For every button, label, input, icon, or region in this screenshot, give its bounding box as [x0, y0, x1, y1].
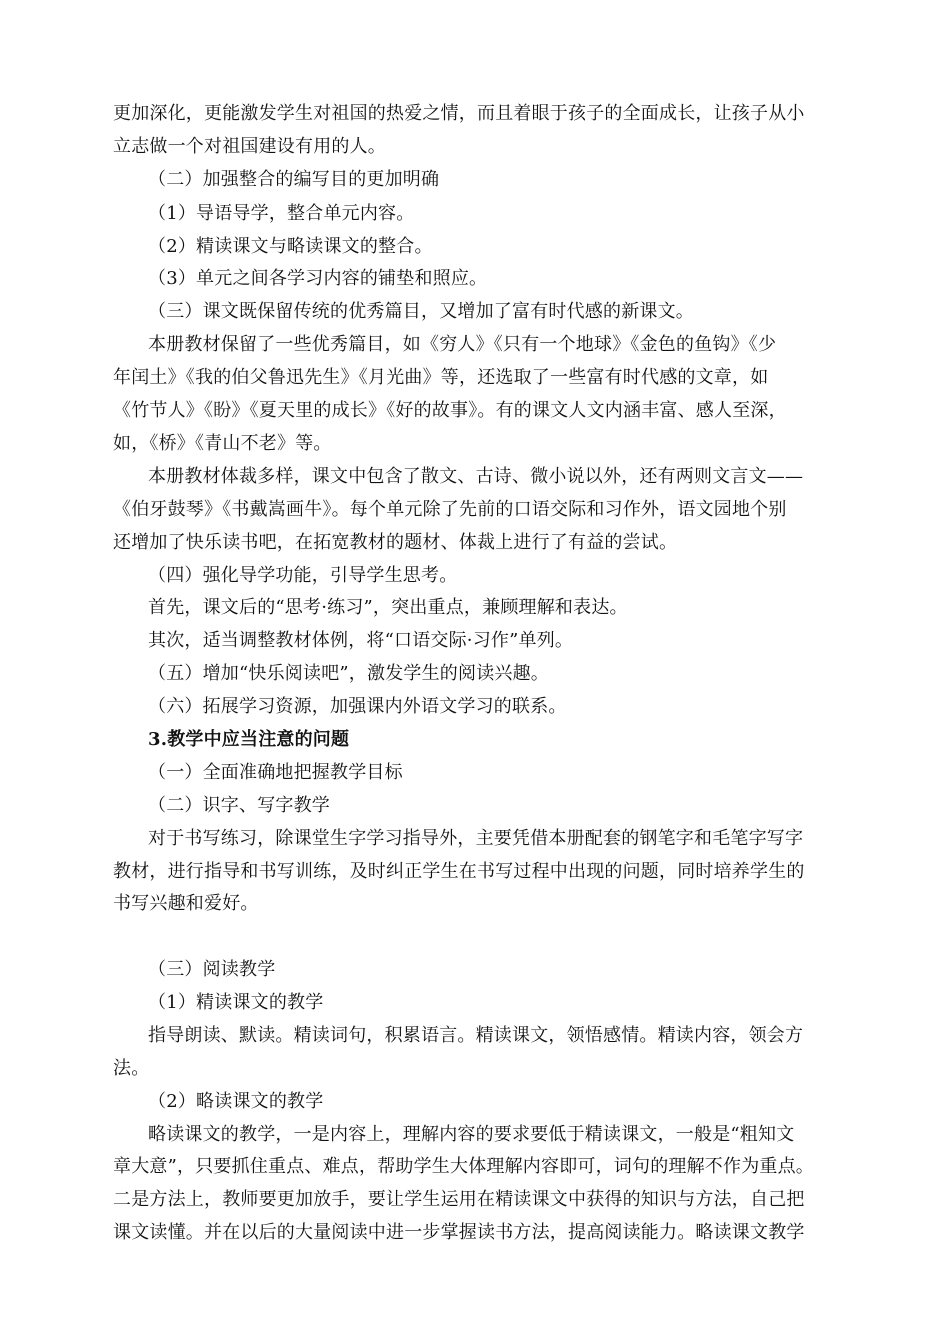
paragraph-line: 本册教材保留了一些优秀篇目，如《穷人》《只有一个地球》《金色的鱼钩》《少 [148, 334, 777, 355]
chapter-heading: 3.教学中应当注意的问题 [148, 729, 350, 750]
paragraph-line: 法。 [113, 1058, 150, 1079]
paragraph-line: 立志做一个对祖国建设有用的人。 [113, 136, 386, 157]
paragraph-line: 本册教材体裁多样，课文中包含了散文、古诗、微小说以外，还有两则文言文—— [148, 466, 804, 487]
paragraph-line: 课文读懂。并在以后的大量阅读中进一步掌握读书方法，提高阅读能力。略读课文教学 [113, 1222, 805, 1243]
section-heading: （四）强化导学功能，引导学生思考。 [148, 565, 458, 586]
paragraph-line: 更加深化，更能激发学生对祖国的热爱之情，而且着眼于孩子的全面成长，让孩子从小 [113, 103, 805, 124]
paragraph-line: 教材，进行指导和书写训练，及时纠正学生在书写过程中出现的问题，同时培养学生的 [113, 861, 805, 882]
subsection-heading: （2）略读课文的教学 [148, 1091, 324, 1112]
list-item: （1）导语导学，整合单元内容。 [148, 203, 415, 224]
paragraph-line: 二是方法上，教师要更加放手，要让学生运用在精读课文中获得的知识与方法，自己把 [113, 1189, 805, 1210]
list-item: （3）单元之间各学习内容的铺垫和照应。 [148, 268, 488, 289]
paragraph-line: 略读课文的教学，一是内容上，理解内容的要求要低于精读课文，一般是“粗知文 [148, 1124, 795, 1145]
subsection-heading: （1）精读课文的教学 [148, 992, 324, 1013]
paragraph-line: 《伯牙鼓琴》《书戴嵩画牛》。每个单元除了先前的口语交际和习作外，语文园地个别 [113, 499, 787, 520]
paragraph-line: 其次，适当调整教材体例，将“口语交际·习作”单列。 [148, 630, 574, 651]
paragraph-line: 指导朗读、默读。精读词句，积累语言。精读课文，领悟感情。精读内容，领会方 [148, 1025, 804, 1046]
section-heading: （二）加强整合的编写目的更加明确 [148, 169, 440, 190]
paragraph-line: 书写兴趣和爱好。 [113, 893, 259, 914]
paragraph-line: 对于书写练习，除课堂生字学习指导外，主要凭借本册配套的钢笔字和毛笔字写字 [148, 828, 804, 849]
section-heading: （一）全面准确地把握教学目标 [148, 762, 403, 783]
section-heading: （三）课文既保留传统的优秀篇目，又增加了富有时代感的新课文。 [148, 301, 694, 322]
paragraph-line: 如，《桥》《青山不老》等。 [113, 433, 332, 454]
section-heading: （三）阅读教学 [148, 959, 276, 980]
paragraph-line: 年闰土》《我的伯父鲁迅先生》《月光曲》等，还选取了一些富有时代感的文章，如 [113, 367, 769, 388]
paragraph-line: 还增加了快乐读书吧，在拓宽教材的题材、体裁上进行了有益的尝试。 [113, 532, 678, 553]
paragraph-line: 章大意”，只要抓住重点、难点，帮助学生大体理解内容即可，词句的理解不作为重点。 [113, 1156, 814, 1177]
list-item: （2）精读课文与略读课文的整合。 [148, 236, 433, 257]
section-heading: （五）增加“快乐阅读吧”，激发学生的阅读兴趣。 [148, 663, 550, 684]
paragraph-line: 《竹节人》《盼》《夏天里的成长》《好的故事》。有的课文人文内涵丰富、感人至深， [113, 400, 787, 421]
section-heading: （二）识字、写字教学 [148, 795, 330, 816]
section-heading: （六）拓展学习资源，加强课内外语文学习的联系。 [148, 696, 567, 717]
paragraph-line: 首先，课文后的“思考·练习”，突出重点，兼顾理解和表达。 [148, 597, 628, 618]
